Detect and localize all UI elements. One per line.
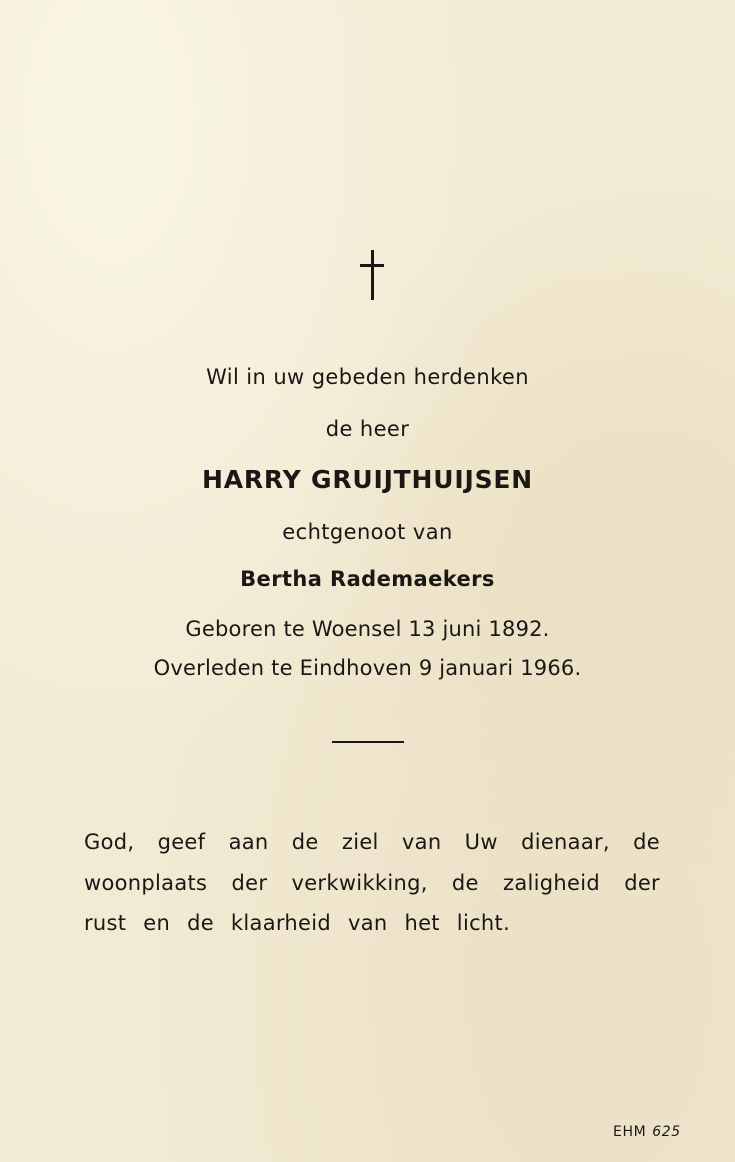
honorific: de heer (325, 417, 410, 441)
print-code-number: 625 (652, 1124, 681, 1140)
death-line: Overleden te Eindhoven 9 januari 1966. (153, 656, 582, 680)
prayer-text (84, 822, 660, 944)
prayer-line: rust en de klaarheid van het licht. (84, 911, 511, 935)
intro-text: Wil in uw gebeden herdenken (206, 365, 529, 389)
prayer-line: God, geef aan de ziel van Uw dienaar, de (84, 830, 660, 854)
birth-line: Geboren te Woensel 13 juni 1892. (185, 617, 550, 641)
divider (332, 741, 404, 743)
spouse-name: Bertha Rademaekers (240, 567, 495, 591)
prayer-line: woonplaats der verkwikking, de zaligheid der (84, 870, 660, 895)
print-code-prefix: EHM (613, 1124, 647, 1140)
deceased-name: HARRY GRUIJTHUIJSEN (202, 465, 533, 494)
cross-icon (360, 250, 384, 300)
print-code (613, 1124, 681, 1140)
relation-text: echtgenoot van (282, 520, 453, 544)
